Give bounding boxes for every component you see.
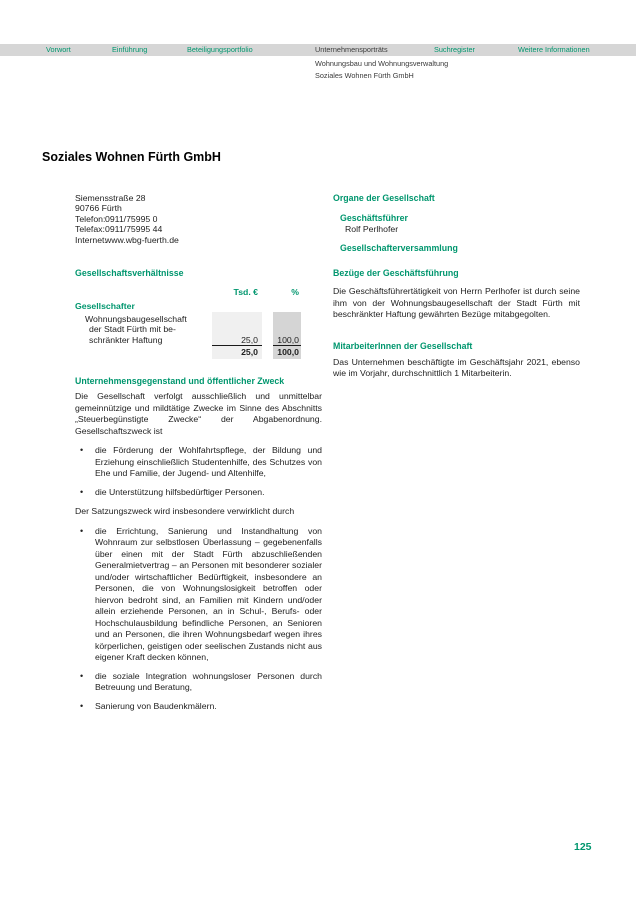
nav-bar	[0, 44, 636, 56]
section-heading-unternehmensgegenstand: Unternehmensgegenstand und öffentlicher Zweck	[75, 376, 285, 387]
fax-label: Telefax:	[75, 224, 105, 235]
breadcrumb-page: Soziales Wohnen Fürth GmbH	[315, 70, 414, 80]
phone-label: Telefon:	[75, 213, 106, 224]
shareholder-name: Wohnungsbaugesellschaft der Stadt Fürth mit be- schränkter Haftung	[85, 314, 187, 345]
internet-row	[75, 235, 322, 245]
table-total-row	[75, 345, 301, 359]
nav-item-beteiligungsportfolio[interactable]: Beteiligungsportfolio	[187, 45, 253, 54]
right-column	[333, 193, 580, 380]
nav-item-unternehmensportraets[interactable]: Unternehmensporträts	[315, 45, 388, 54]
phone-number: 0911/75995 0	[105, 213, 158, 224]
fax-number: 0911/75995 44	[105, 224, 163, 235]
shareholders-table	[75, 287, 301, 359]
table-row-shareholder	[75, 312, 301, 345]
nav-item-suchregister[interactable]: Suchregister	[434, 45, 475, 54]
label-geschaeftsfuehrer: Geschäftsführer	[340, 213, 408, 223]
col-header-tsd-eur: Tsd. €	[233, 287, 258, 298]
internet-label: Internet:	[75, 234, 107, 245]
total-value-tsd: 25,0	[212, 345, 262, 359]
col-header-percent: %	[291, 287, 299, 298]
shareholder-value-tsd: 25,0	[212, 312, 262, 345]
table-group-row	[75, 301, 301, 312]
page-title: Soziales Wohnen Fürth GmbH	[42, 150, 221, 164]
bullet-item: • die Errichtung, Sanierung und Instandhaltung von Wohnraum zur selbstlosen Überlassung – gegebenenfalls über einen mit der Stadt Fürth abzuschließenden Generalmietvertrag – an Personen mit besonderer sozialer und/oder wirtschaftlicher Bedürftigkeit, insbesondere an Personen, die von Wohnungslosigkeit betroffen oder hiervon bedroht sind, an Familien mit Kindern und/oder allein erziehende Personen, an in Schul-, Berufs- oder Hochschulausbildung befindliche Personen, an Senioren und an Personen, die ihren Wohnungsbedarf wegen ihres körperlichen, geistigen oder seelischen Zustands nicht aus eigener Kraft decken können,	[75, 526, 322, 664]
fax-row	[75, 224, 322, 234]
section-heading-mitarbeiterinnen: MitarbeiterInnen der Gesellschaft	[333, 340, 473, 351]
breadcrumb	[315, 58, 448, 81]
total-value-pct: 100,0	[273, 345, 301, 359]
nav-item-vorwort[interactable]: Vorwort	[46, 45, 71, 54]
address-block	[75, 193, 322, 245]
bullet-item: • die Förderung der Wohlfahrtspflege, der Bildung und Erziehung einschließlich Studentenhilfe, des Schutzes von Ehe und Familie, der Jugend- und Altenhilfe,	[75, 445, 322, 480]
nav-item-einfuehrung[interactable]: Einführung	[112, 45, 148, 54]
section-heading-gesellschaftsverhaeltnisse: Gesellschaftsverhältnisse	[75, 268, 184, 279]
section-heading-bezuege: Bezüge der Geschäftsführung	[333, 268, 459, 278]
remuneration-paragraph: Die Geschäftsführertätigkeit von Herrn Perlhofer ist durch seine ihm von der Wohnungsbaugesellschaft der Stadt Fürth mit beschränkter Haftung gewährten Bezüge mitabgegolten.	[333, 286, 580, 319]
phone-row	[75, 214, 322, 224]
purpose-bullet-list-2	[75, 526, 322, 713]
address-city: 90766 Fürth	[75, 203, 122, 214]
website-link[interactable]: www.wbg-fuerth.de	[105, 234, 179, 245]
shareholder-value-pct: 100,0	[273, 312, 301, 345]
purpose-middle-paragraph: Der Satzungszweck wird insbesondere verwirklicht durch	[75, 506, 295, 517]
table-header-row	[75, 287, 301, 299]
purpose-intro-paragraph: Die Gesellschaft verfolgt ausschließlich und unmittelbar gemeinnützige und mildtätige Zwecke im Sinne des Abschnitts „Steuerbegünstigte Zwecke“ der Abgabenordnung. Gesellschaftszweck ist	[75, 391, 322, 436]
breadcrumb-category: Wohnungsbau und Wohnungsverwaltung	[315, 59, 449, 68]
bullet-item: • die Unterstützung hilfsbedürftiger Personen.	[75, 487, 322, 499]
employees-paragraph: Das Unternehmen beschäftigte im Geschäftsjahr 2021, ebenso wie im Vorjahr, durchschnittlich 1 Mitarbeiterin.	[333, 356, 580, 378]
bullet-item: • die soziale Integration wohnungsloser Personen durch Betreuung und Beratung,	[75, 671, 322, 694]
purpose-bullet-list-1	[75, 445, 322, 498]
left-column	[75, 193, 322, 719]
label-gesellschafterversammlung: Gesellschafterversammlung	[340, 243, 458, 253]
page-number: 125	[574, 841, 592, 853]
bullet-item: • Sanierung von Baudenkmälern.	[75, 701, 322, 713]
address-street: Siemensstraße 28	[75, 193, 146, 203]
group-label-gesellschafter: Gesellschafter	[75, 301, 135, 312]
section-heading-organe: Organe der Gesellschaft	[333, 193, 435, 203]
managing-director-name: Rolf Perlhofer	[345, 224, 399, 234]
nav-item-weitere-informationen[interactable]: Weitere Informationen	[518, 45, 590, 54]
